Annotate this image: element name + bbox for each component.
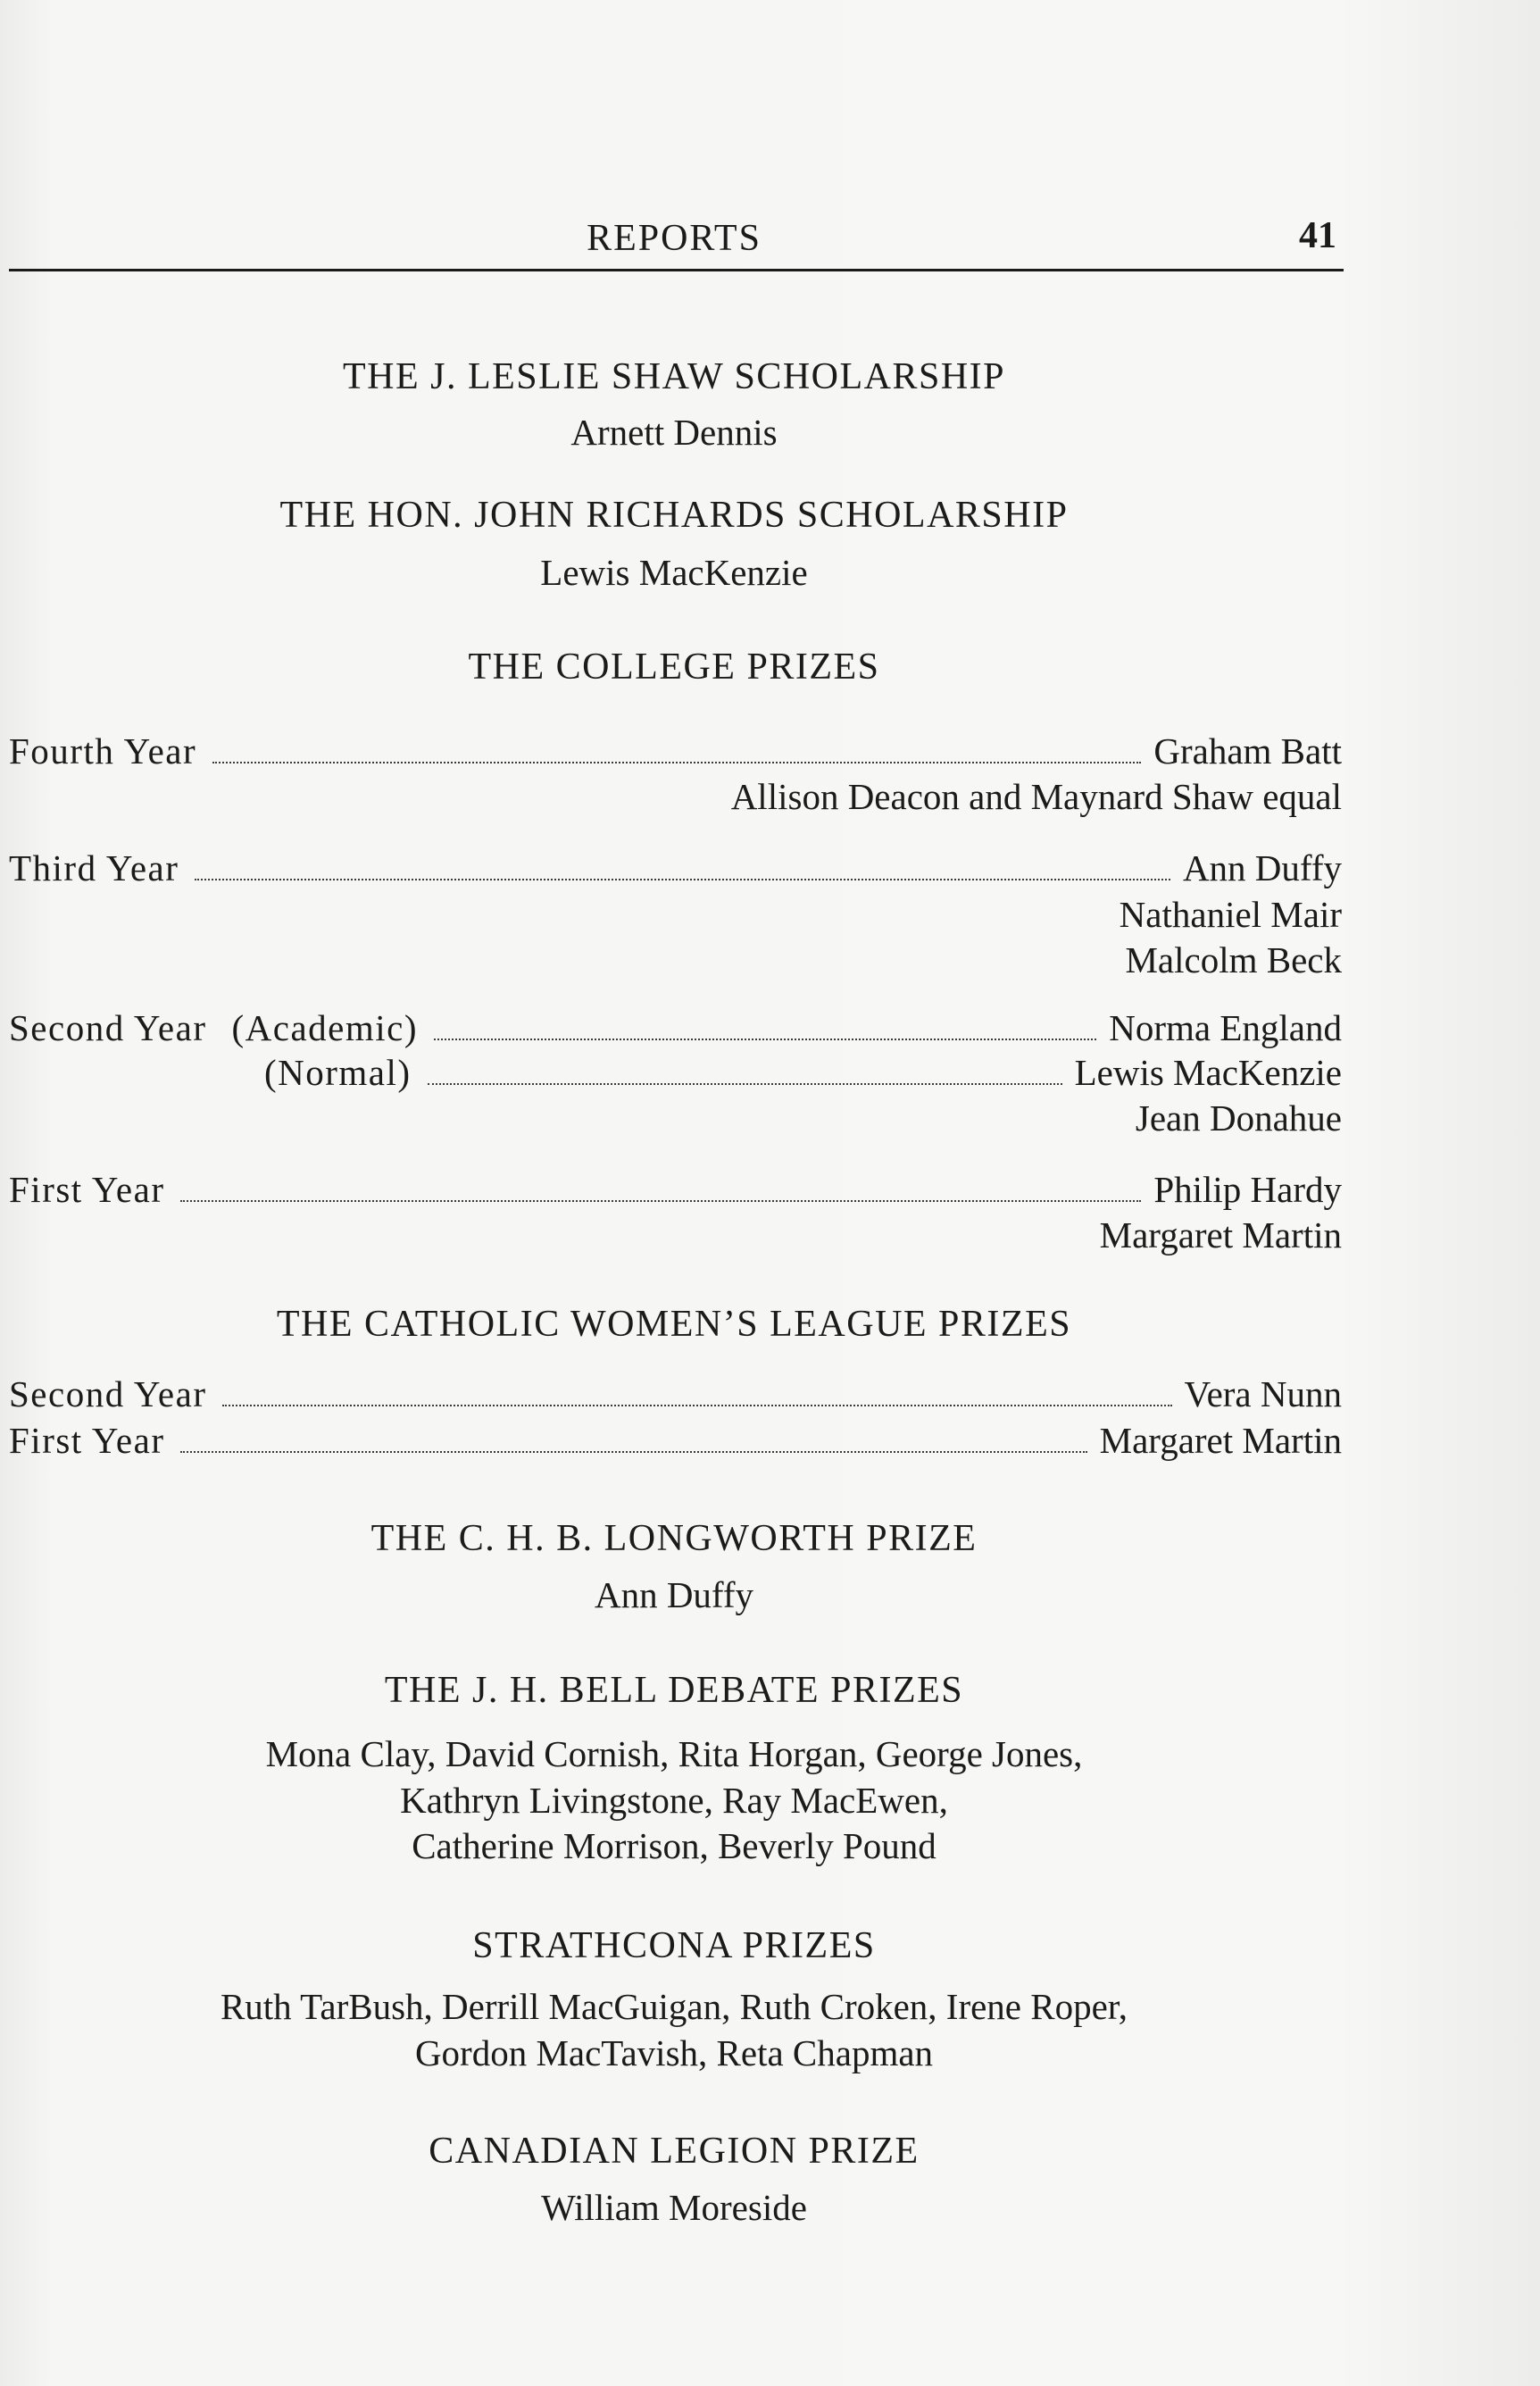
dot-leader [428,1082,1062,1085]
section-title-legion: CANADIAN LEGION PRIZE [429,2131,920,2172]
prize-winner: Ann Duffy [1182,847,1342,888]
winners-bell-line: Catherine Morrison, Beverly Pound [412,1825,936,1866]
prize-winner: Lewis MacKenzie [1074,1052,1342,1093]
prize-winner: Norma England [1109,1007,1342,1048]
section-title-longworth: THE C. H. B. LONGWORTH PRIZE [370,1518,978,1559]
division-label: (Academic) [231,1007,418,1048]
dot-leader [222,1404,1171,1406]
winner-richards: Lewis MacKenzie [540,552,808,593]
dot-leader [434,1038,1096,1040]
year-label: First Year [9,1169,165,1210]
college-second-normal-row [264,1051,1342,1097]
prize-winner: Graham Batt [1153,730,1342,772]
section-title-college: THE COLLEGE PRIZES [468,647,880,688]
winners-strathcona-line: Gordon MacTavish, Reta Chapman [414,2032,934,2073]
college-third-row [9,847,1342,893]
winners-bell-line: Kathryn Livingstone, Ray MacEwen, [400,1780,948,1821]
dot-leader [212,761,1141,763]
section-title-strathcona: STRATHCONA PRIZES [472,1925,876,1966]
division-label: (Normal) [264,1052,412,1093]
dot-leader [180,1199,1141,1202]
prize-winner-extra: Margaret Martin [1099,1214,1342,1256]
winner-shaw: Arnett Dennis [570,412,778,453]
winners-strathcona-line: Ruth TarBush, Derrill MacGuigan, Ruth Croken, Irene Roper, [220,1986,1128,2027]
dot-leader [195,878,1170,880]
winners-bell-line: Mona Clay, David Cornish, Rita Horgan, George Jones, [265,1733,1083,1774]
section-title-richards: THE HON. JOHN RICHARDS SCHOLARSHIP [279,495,1069,536]
college-fourth-row [9,730,1342,776]
cwl-first-row [9,1419,1342,1465]
header-rule [9,269,1344,271]
year-label: First Year [9,1420,165,1461]
page-number: 41 [1299,215,1336,256]
prize-winner: Margaret Martin [1099,1420,1342,1461]
college-second-academic-row [9,1006,1342,1053]
prize-winner-extra: Nathaniel Mair [1119,894,1342,935]
winner-longworth: Ann Duffy [594,1574,754,1615]
year-label: Second Year [9,1373,207,1414]
prize-winner: Vera Nunn [1184,1373,1342,1414]
running-head: REPORTS [587,218,762,259]
prize-winner: Philip Hardy [1153,1169,1342,1210]
winner-legion: William Moreside [541,2187,807,2228]
year-label: Third Year [9,847,179,888]
prize-winner-extra: Malcolm Beck [1125,939,1342,980]
section-title-bell: THE J. H. BELL DEBATE PRIZES [384,1670,964,1711]
college-first-row [9,1168,1342,1214]
year-label: Second Year [9,1007,207,1048]
year-label: Fourth Year [9,730,197,772]
prize-winner-extra: Jean Donahue [1135,1097,1342,1139]
dot-leader [180,1450,1086,1453]
section-title-shaw: THE J. LESLIE SHAW SCHOLARSHIP [342,356,1006,397]
cwl-second-row [9,1372,1342,1419]
section-title-cwl: THE CATHOLIC WOMEN’S LEAGUE PRIZES [276,1304,1072,1345]
prize-winner-extra: Allison Deacon and Maynard Shaw equal [730,776,1342,817]
